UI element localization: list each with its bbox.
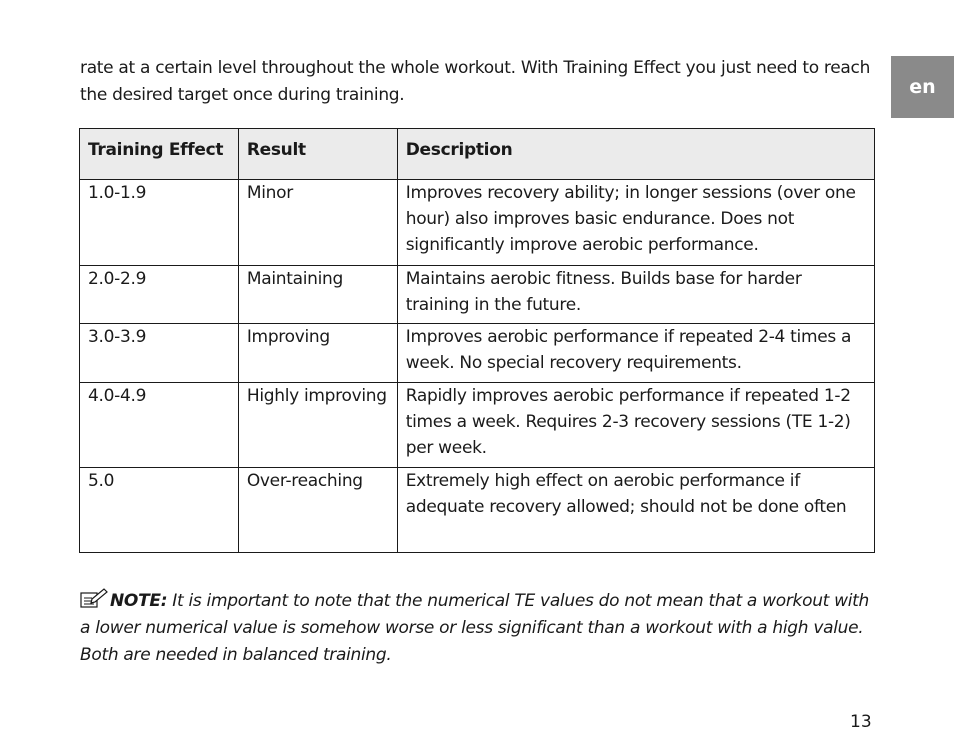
table-row [80,383,875,468]
page-number: 13 [850,712,872,732]
table-row [80,324,875,383]
table-cell-description: Rapidly improves aerobic performance if repeated 1-2 times a week. Requires 2-3 recovery sessions (TE 1-2) per week. [397,383,874,468]
table-cell-result: Highly improving [238,383,397,468]
table-cell-result: Minor [238,180,397,266]
language-tab-label: en [909,76,936,98]
intro-paragraph: rate at a certain level throughout the whole workout. With Training Effect you just need to reach the desired target once during training. [80,58,871,105]
table-cell-description: Extremely high effect on aerobic performance if adequate recovery allowed; should not be done often [397,468,874,553]
table-cell-result: Over-reaching [238,468,397,553]
table-row [80,180,875,266]
table-row [80,468,875,553]
column-header-training-effect: Training Effect [80,129,239,180]
table-cell-te: 1.0-1.9 [80,180,239,266]
table-header-row [80,129,875,180]
column-header-description: Description [397,129,874,180]
note-pencil-icon [80,588,110,608]
table-cell-te: 5.0 [80,468,239,553]
table-cell-description: Improves aerobic performance if repeated 2-4 times a week. No special recovery requirements. [397,324,874,383]
note-paragraph [80,588,880,669]
training-effect-table [79,128,875,553]
language-tab [891,56,954,118]
table-cell-te: 2.0-2.9 [80,266,239,324]
table-cell-result: Improving [238,324,397,383]
table-cell-result: Maintaining [238,266,397,324]
table-cell-te: 4.0-4.9 [80,383,239,468]
table-cell-te: 3.0-3.9 [80,324,239,383]
table-cell-description: Maintains aerobic fitness. Builds base for harder training in the future. [397,266,874,324]
table-cell-description: Improves recovery ability; in longer sessions (over one hour) also improves basic endurance. Does not significantly improve aerobic performance. [397,180,874,266]
note-label: NOTE: [110,591,168,611]
table-row [80,266,875,324]
note-text: It is important to note that the numerical TE values do not mean that a workout with a lower numerical value is somehow worse or less significant than a workout with a high value. Both are needed in balanced training. [80,591,870,665]
column-header-result: Result [238,129,397,180]
